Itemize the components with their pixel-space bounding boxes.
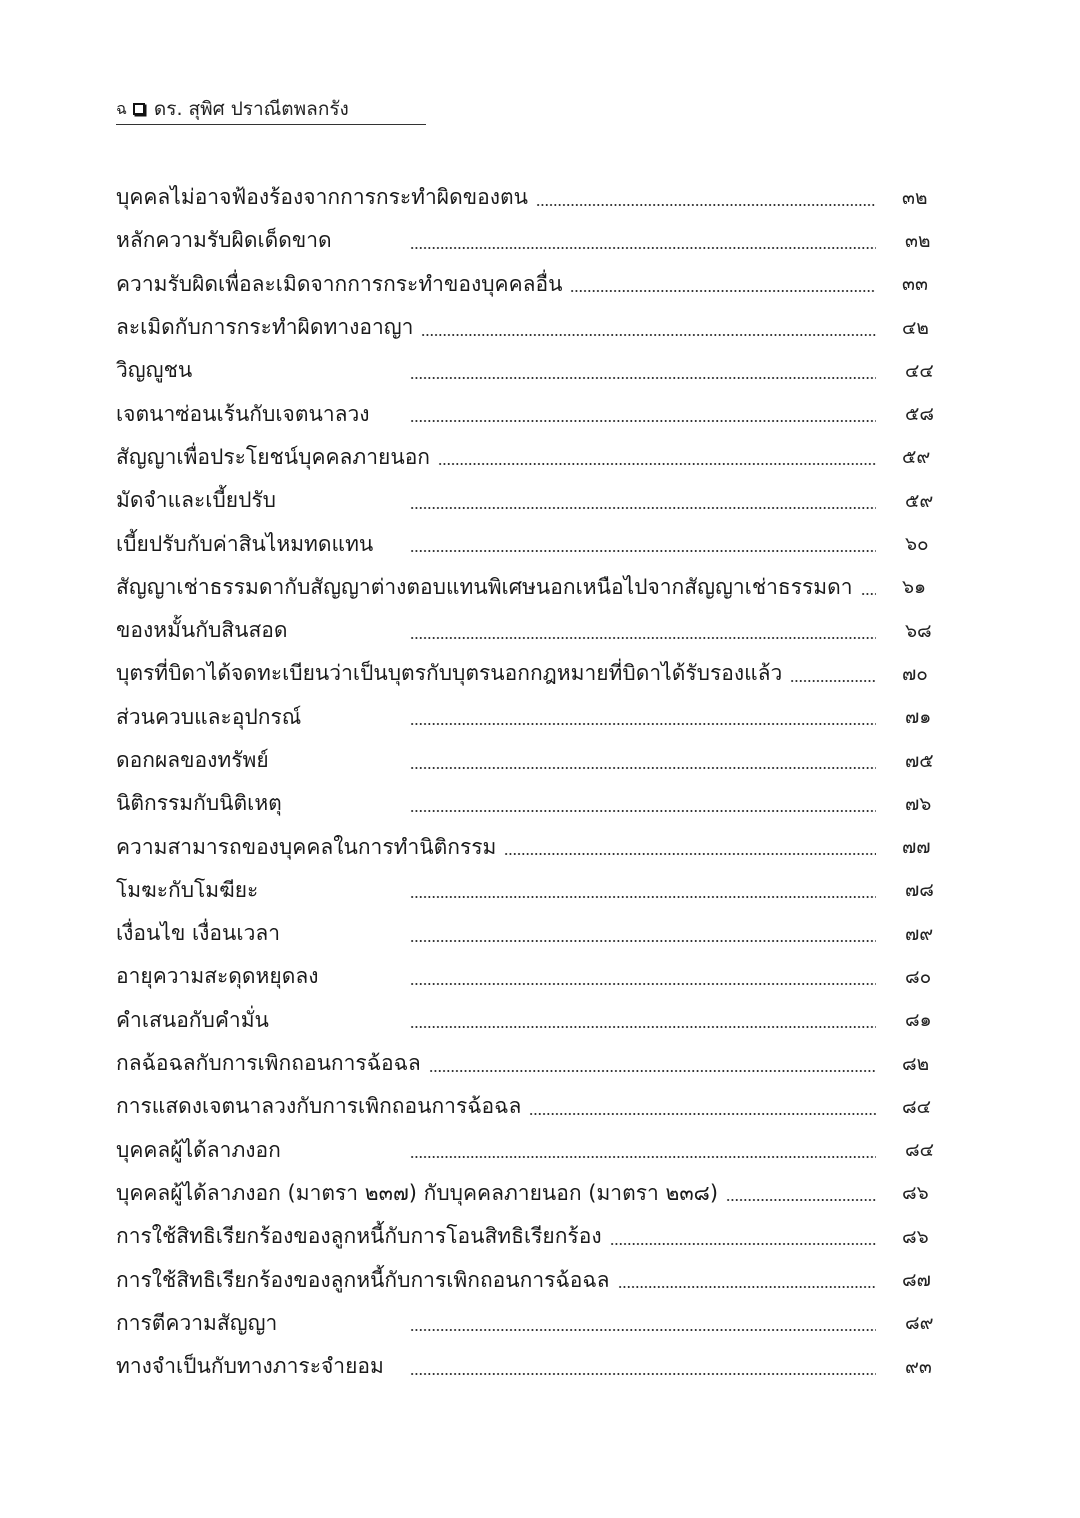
dot-leader	[726, 1199, 876, 1201]
toc-entry-page-number: ๘๖	[902, 1225, 929, 1248]
toc-entry[interactable]	[116, 176, 946, 219]
toc-entry-title: ดอกผลของทรัพย์	[116, 744, 277, 777]
toc-entry-title: ความรับผิดเพื่อละเมิดจากการกระทำของบุคคลอื่น	[116, 268, 570, 301]
toc-entry[interactable]	[116, 1085, 946, 1128]
toc-entry-page-number: ๔๒	[902, 316, 929, 339]
toc-entry[interactable]	[116, 1129, 946, 1172]
toc-entry-page-number: ๖๘	[905, 619, 932, 642]
page-letter: ฉ	[116, 98, 127, 118]
toc-entry-page-number: ๗๐	[902, 662, 928, 685]
toc-entry[interactable]	[116, 522, 946, 565]
toc-entry-title: บุตรที่บิดาได้จดทะเบียนว่าเป็นบุตรกับบุตรนอกกฎหมายที่บิดาได้รับรองแล้ว	[116, 657, 790, 690]
toc-entry-page-number: ๖๐	[905, 533, 929, 556]
dot-leader	[410, 550, 876, 552]
dot-leader	[410, 810, 876, 812]
toc-entry-title: นิติกรรมกับนิติเหตุ	[116, 787, 290, 820]
dot-leader	[504, 853, 876, 855]
toc-entry[interactable]	[116, 306, 946, 349]
dot-leader	[410, 1026, 876, 1028]
toc-entry[interactable]	[116, 696, 946, 739]
square-bullet-icon	[133, 103, 145, 115]
toc-entry[interactable]	[116, 609, 946, 652]
toc-entry-page-number: ๗๙	[905, 922, 934, 945]
dot-leader	[618, 1286, 876, 1288]
dot-leader	[410, 1156, 876, 1158]
toc-entry-page-number: ๔๔	[905, 359, 934, 382]
dot-leader	[410, 1373, 876, 1375]
toc-entry-title: เบี้ยปรับกับค่าสินไหมทดแทน	[116, 528, 381, 561]
author-name: ดร. สุพิศ ปราณีตพลกรัง	[153, 98, 349, 120]
toc-entry[interactable]	[116, 739, 946, 782]
toc-entry-title: ทางจำเป็นกับทางภาระจำยอม	[116, 1350, 392, 1383]
toc-entry[interactable]	[116, 869, 946, 912]
toc-entry-title: สัญญาเพื่อประโยชน์บุคคลภายนอก	[116, 441, 438, 474]
dot-leader	[410, 507, 876, 509]
toc-entry-title: โมฆะกับโมฆียะ	[116, 874, 266, 907]
toc-entry[interactable]	[116, 263, 946, 306]
toc-entry-page-number: ๘๐	[905, 965, 932, 988]
toc-entry[interactable]	[116, 912, 946, 955]
toc-entry-page-number: ๕๙	[902, 446, 931, 469]
toc-entry-page-number: ๘๖	[902, 1182, 929, 1205]
toc-entry-title: อายุความสะดุดหยุดลง	[116, 960, 326, 993]
toc-entry-page-number: ๗๕	[905, 749, 934, 772]
dot-leader	[570, 290, 876, 292]
toc-entry-page-number: ๘๙	[905, 1312, 934, 1335]
toc-entry[interactable]	[116, 219, 946, 262]
toc-entry[interactable]	[116, 652, 946, 695]
dot-leader	[410, 377, 876, 379]
toc-entry-page-number: ๓๓	[902, 273, 928, 296]
toc-entry-title: เงื่อนไข เงื่อนเวลา	[116, 917, 288, 950]
toc-entry[interactable]	[116, 1258, 946, 1301]
toc-entry-title: การใช้สิทธิเรียกร้องของลูกหนี้กับการเพิกถอนการฉ้อฉล	[116, 1264, 618, 1297]
toc-entry-title: การใช้สิทธิเรียกร้องของลูกหนี้กับการโอนสิทธิเรียกร้อง	[116, 1220, 610, 1253]
toc-entry-title: บุคคลผู้ได้ลาภงอก (มาตรา ๒๓๗) กับบุคคลภายนอก (มาตรา ๒๓๘)	[116, 1177, 726, 1210]
dot-leader	[410, 767, 876, 769]
toc-entry-page-number: ๓๒	[902, 186, 928, 209]
dot-leader	[410, 896, 876, 898]
toc-entry[interactable]	[116, 1172, 946, 1215]
toc-entry-title: เจตนาซ่อนเร้นกับเจตนาลวง	[116, 398, 378, 431]
toc-entry[interactable]	[116, 566, 946, 609]
dot-leader	[410, 940, 876, 942]
toc-entry-title: ส่วนควบและอุปกรณ์	[116, 701, 309, 734]
dot-leader	[536, 204, 876, 206]
toc-entry-title: บุคคลผู้ได้ลาภงอก	[116, 1134, 289, 1167]
dot-leader	[410, 637, 876, 639]
toc-entry[interactable]	[116, 1302, 946, 1345]
toc-entry-page-number: ๗๘	[905, 879, 934, 902]
toc-entry-title: บุคคลไม่อาจฟ้องร้องจากการกระทำผิดของตน	[116, 181, 536, 214]
toc-entry-title: คำเสนอกับคำมั่น	[116, 1004, 277, 1037]
toc-entry-title: การตีความสัญญา	[116, 1307, 285, 1340]
toc-entry[interactable]	[116, 436, 946, 479]
dot-leader	[529, 1113, 876, 1115]
toc-entry[interactable]	[116, 1345, 946, 1388]
toc-entry-page-number: ๗๑	[905, 706, 932, 729]
toc-entry[interactable]	[116, 392, 946, 435]
toc-entry-page-number: ๘๗	[902, 1269, 931, 1292]
toc-entry-page-number: ๖๑	[902, 576, 927, 599]
toc-entry-title: การแสดงเจตนาลวงกับการเพิกถอนการฉ้อฉล	[116, 1090, 529, 1123]
toc-entry[interactable]	[116, 955, 946, 998]
toc-entry-title: ความสามารถของบุคคลในการทำนิติกรรม	[116, 831, 504, 864]
toc-entry-title: กลฉ้อฉลกับการเพิกถอนการฉ้อฉล	[116, 1047, 429, 1080]
toc-entry-title: ของหมั้นกับสินสอด	[116, 614, 296, 647]
toc-entry[interactable]	[116, 1042, 946, 1085]
toc-entry[interactable]	[116, 1215, 946, 1258]
toc-entry-page-number: ๘๔	[902, 1095, 932, 1118]
dot-leader	[410, 420, 876, 422]
toc-entry-page-number: ๙๓	[905, 1355, 932, 1378]
dot-leader	[790, 680, 876, 682]
dot-leader	[429, 1070, 876, 1072]
toc-entry-title: หลักความรับผิดเด็ดขาด	[116, 224, 340, 257]
dot-leader	[410, 723, 876, 725]
toc-entry-title: มัดจำและเบี้ยปรับ	[116, 484, 284, 517]
running-header	[116, 94, 426, 125]
toc-entry[interactable]	[116, 782, 946, 825]
toc-entry[interactable]	[116, 479, 946, 522]
toc-entry-title: วิญญูชน	[116, 354, 200, 387]
dot-leader	[410, 1329, 876, 1331]
dot-leader	[861, 593, 876, 595]
toc-entry-page-number: ๓๒	[905, 229, 931, 252]
toc-entry-page-number: ๕๙	[905, 489, 934, 512]
toc-entry-title: ละเมิดกับการกระทำผิดทางอาญา	[116, 311, 421, 344]
toc-entry-page-number: ๗๖	[905, 792, 932, 815]
dot-leader	[421, 334, 876, 336]
dot-leader	[610, 1243, 876, 1245]
toc-entry[interactable]	[116, 349, 946, 392]
toc-entry-page-number: ๗๗	[902, 836, 931, 859]
toc-entry[interactable]	[116, 825, 946, 868]
toc-entry-page-number: ๘๒	[902, 1052, 930, 1075]
toc-entry[interactable]	[116, 999, 946, 1042]
dot-leader	[438, 463, 876, 465]
toc-entry-page-number: ๕๘	[905, 403, 935, 426]
toc-entry-page-number: ๘๔	[905, 1139, 935, 1162]
toc-entry-page-number: ๘๑	[905, 1009, 932, 1032]
dot-leader	[410, 983, 876, 985]
toc-entry-title: สัญญาเช่าธรรมดากับสัญญาต่างตอบแทนพิเศษนอกเหนือไปจากสัญญาเช่าธรรมดา	[116, 571, 861, 604]
table-of-contents	[116, 176, 946, 1388]
dot-leader	[410, 247, 876, 249]
